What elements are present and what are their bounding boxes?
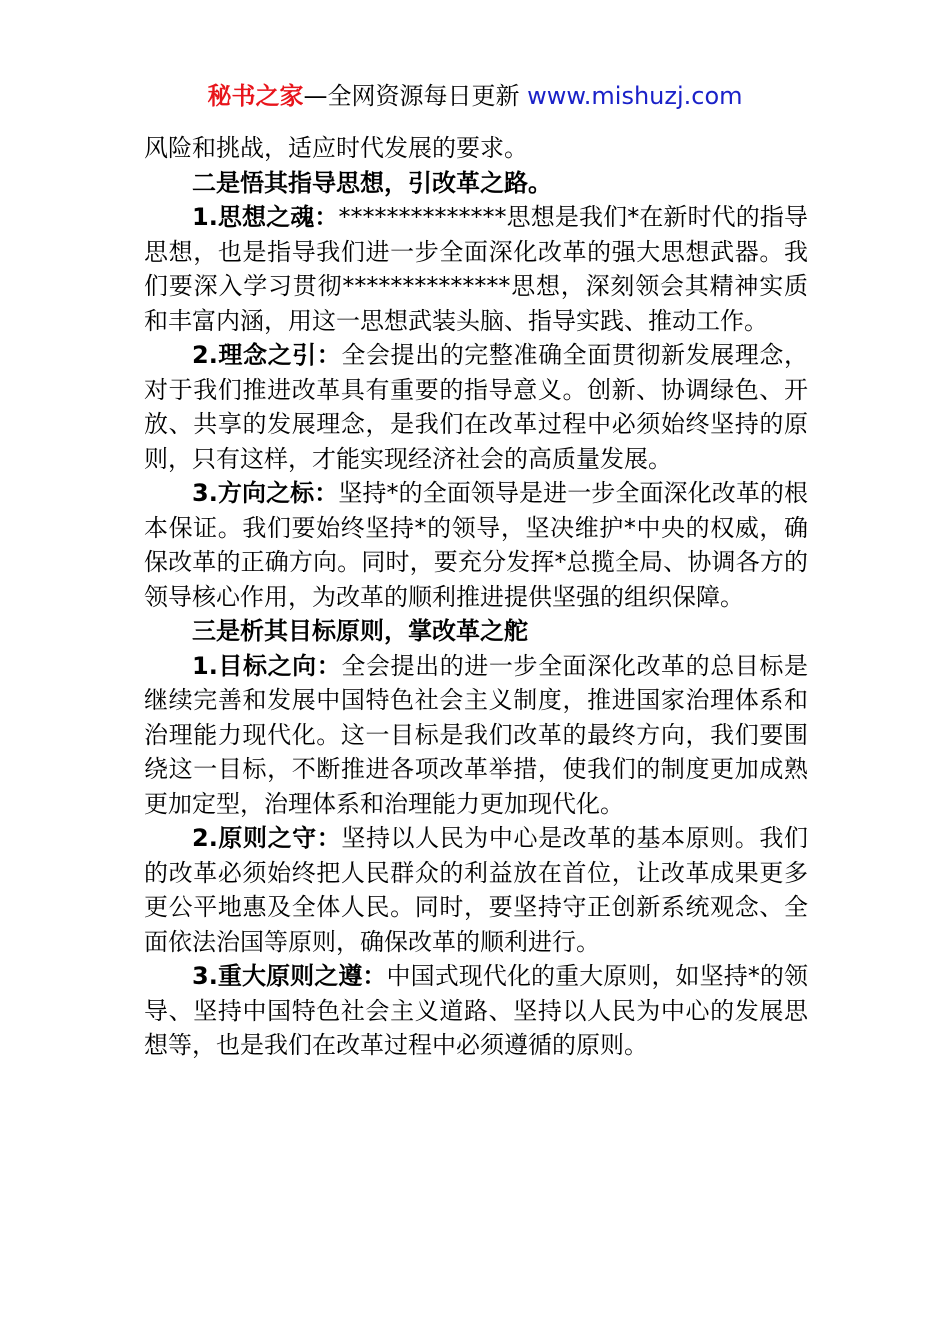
paragraph-text: 风险和挑战，适应时代发展的要求。 bbox=[144, 134, 528, 162]
paragraph bbox=[144, 649, 808, 822]
paragraph-text: 中国式现代化的重大原则，如坚持*的领导、坚持中国特色社会主义道路、坚持以人民为中心的发展思想等，也是我们在改革过程中必须遵循的原则。 bbox=[144, 962, 808, 1059]
paragraph-text: 坚持以人民为中心是改革的基本原则。我们的改革必须始终把人民群众的利益放在首位，让改革成果更多更公平地惠及全体人民。同时，要坚持守正创新系统观念、全面依法治国等原则，确保改革的顺利进行。 bbox=[144, 824, 808, 956]
paragraph-text: 坚持*的全面领导是进一步全面深化改革的根本保证。我们要始终坚持*的领导，坚决维护*中央的权威，确保改革的正确方向。同时，要充分发挥*总揽全局、协调各方的领导核心作用，为改革的顺利推进提供坚强的组织保障。 bbox=[144, 479, 808, 611]
paragraph-lead: 2.原则之守： bbox=[192, 824, 342, 852]
section-heading-text: 三是析其目标原则，掌改革之舵 bbox=[192, 617, 528, 645]
paragraph-lead: 1.思想之魂： bbox=[192, 203, 339, 231]
paragraph-lead: 1.目标之向： bbox=[192, 651, 342, 680]
paragraph-text: **************思想是我们*在新时代的指导思想，也是指导我们进一步全面深化改革的强大思想武器。我们要深入学习贯彻**************思想，深刻领会其精神实质和丰富内涵，用这一思想武装头脑、指导实践、推动工作。 bbox=[144, 203, 809, 335]
paragraph bbox=[144, 200, 808, 338]
site-slogan: —全网资源每日更新 bbox=[303, 82, 528, 110]
paragraph bbox=[144, 476, 808, 614]
paragraph bbox=[144, 338, 808, 476]
section-heading bbox=[144, 614, 808, 649]
section-heading bbox=[144, 166, 808, 201]
paragraph bbox=[144, 821, 808, 959]
site-url-link[interactable]: www.mishuzj.com bbox=[527, 82, 743, 110]
paragraph-text: 全会提出的进一步全面深化改革的总目标是继续完善和发展中国特色社会主义制度，推进国家治理体系和治理能力现代化。这一目标是我们改革的最终方向，我们要围绕这一目标，不断推进各项改革举措，使我们的制度更加成熟更加定型，治理体系和治理能力更加现代化。 bbox=[144, 651, 808, 818]
document-body bbox=[144, 131, 808, 1063]
site-brand: 秘书之家 bbox=[207, 82, 304, 110]
paragraph-lead: 3.重大原则之遵： bbox=[192, 962, 387, 990]
section-heading-text: 二是悟其指导思想，引改革之路。 bbox=[192, 168, 552, 197]
paragraph-text: 全会提出的完整准确全面贯彻新发展理念，对于我们推进改革具有重要的指导意义。创新、协调绿色、开放、共享的发展理念，是我们在改革过程中必须始终坚持的原则，只有这样，才能实现经济社会的高质量发展。 bbox=[144, 341, 808, 473]
paragraph bbox=[144, 131, 808, 166]
paragraph bbox=[144, 959, 808, 1063]
paragraph-lead: 3.方向之标： bbox=[192, 479, 339, 507]
site-header bbox=[0, 80, 950, 112]
paragraph-lead: 2.理念之引： bbox=[192, 341, 342, 369]
